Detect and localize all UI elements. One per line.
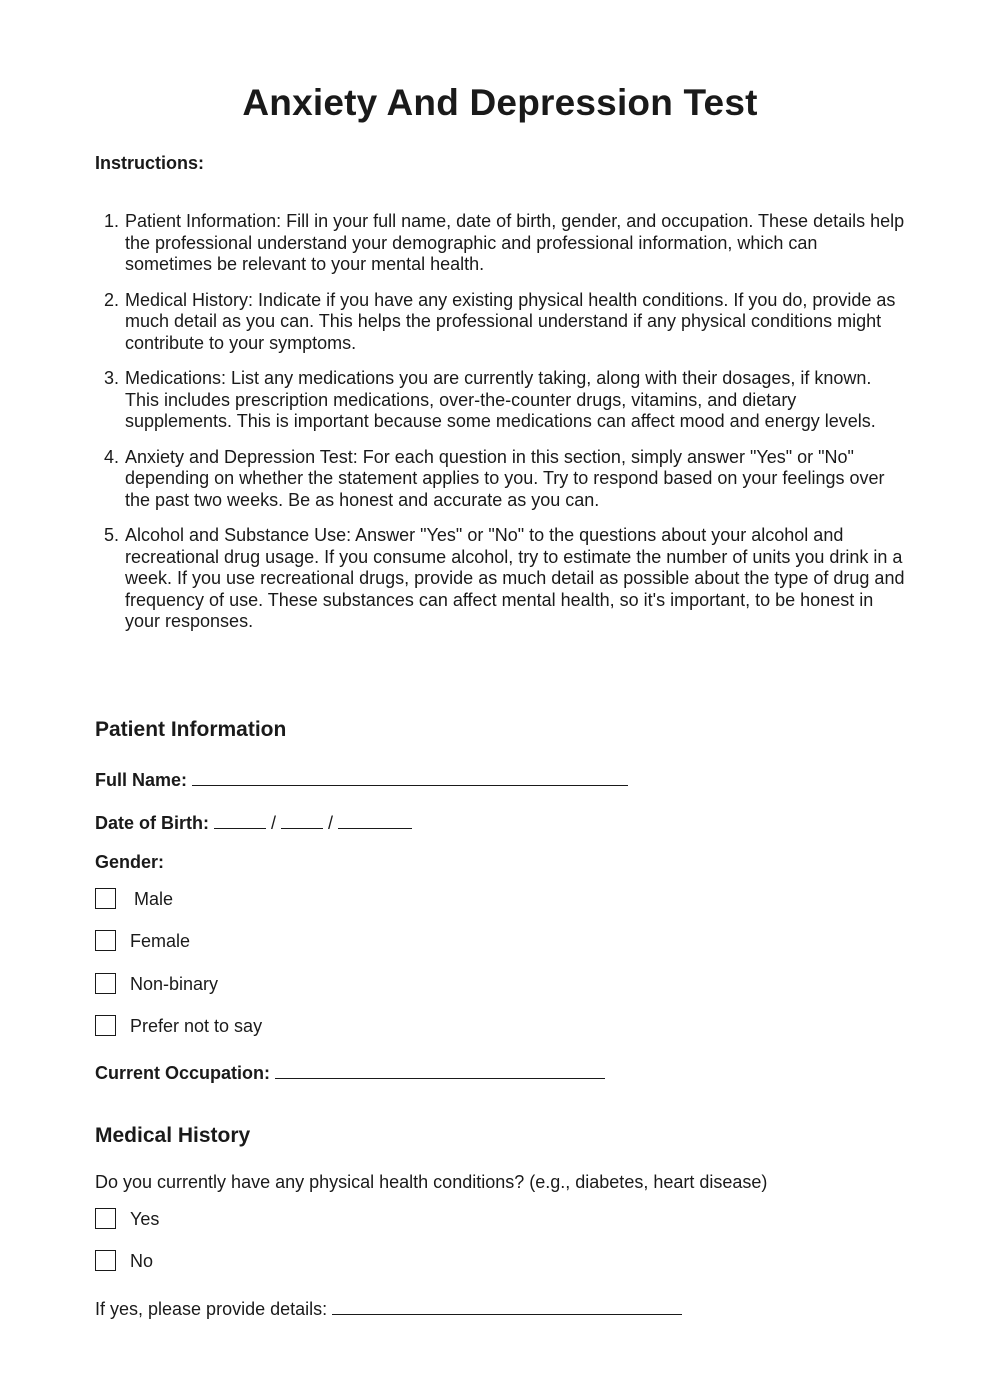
checkbox[interactable] <box>95 1015 116 1036</box>
medical-history-heading: Medical History <box>95 1124 251 1147</box>
dob-separator: / <box>328 813 334 833</box>
instruction-text: Patient Information: Fill in your full name, date of birth, gender, and occupation. These details help the professional understand your demographic and professional information, which can sometimes be relevant to your mental health. <box>125 211 905 274</box>
document-title: Anxiety And Depression Test <box>242 82 758 123</box>
date-of-birth-field <box>95 811 412 834</box>
condition-details-input-line[interactable] <box>332 1297 682 1315</box>
full-name-input-line[interactable] <box>192 768 628 786</box>
health-conditions-option-yes[interactable] <box>95 1209 159 1231</box>
gender-option-prefer-not-to-say[interactable] <box>95 1016 262 1038</box>
current-occupation-label: Current Occupation: <box>95 1063 271 1083</box>
instruction-item <box>95 447 905 512</box>
checkbox[interactable] <box>95 973 116 994</box>
instruction-number: 3. <box>104 368 120 388</box>
instruction-number: 1. <box>104 211 120 231</box>
full-name-field <box>95 768 628 791</box>
instruction-number: 5. <box>104 525 120 545</box>
health-conditions-question: Do you currently have any physical health conditions? (e.g., diabetes, heart disease) <box>95 1172 768 1192</box>
instruction-number: 2. <box>104 289 120 310</box>
dob-separator: / <box>271 813 277 833</box>
patient-information-heading: Patient Information <box>95 718 287 741</box>
option-label: No <box>130 1251 154 1271</box>
health-conditions-option-no[interactable] <box>95 1251 153 1273</box>
gender-option-non-binary[interactable] <box>95 974 218 996</box>
option-label: Female <box>130 931 191 951</box>
checkbox[interactable] <box>95 930 116 951</box>
full-name-label: Full Name: <box>95 770 188 790</box>
gender-option-male[interactable] <box>95 889 173 911</box>
instruction-item <box>95 368 905 433</box>
option-label: Male <box>134 889 174 909</box>
instruction-text: Medications: List any medications you are currently taking, along with their dosages, if known. This includes prescription medications, over-the-counter drugs, vitamins, and dietary supplements. This is important because some medications can affect mood and energy levels. <box>125 368 876 431</box>
gender-label: Gender: <box>95 852 165 872</box>
option-label: Yes <box>130 1209 160 1229</box>
checkbox[interactable] <box>95 888 116 909</box>
option-label: Non-binary <box>130 974 219 994</box>
instruction-item <box>95 290 905 355</box>
checkbox[interactable] <box>95 1208 116 1229</box>
instruction-item <box>95 525 905 633</box>
option-label: Prefer not to say <box>130 1016 263 1036</box>
dob-year-input-line[interactable] <box>338 811 412 829</box>
instructions-label: Instructions: <box>95 153 205 173</box>
gender-option-female[interactable] <box>95 931 190 953</box>
instruction-text: Anxiety and Depression Test: For each question in this section, simply answer "Yes" or "No" depending on whether the statement applies to you. Try to respond based on your feelings over the past two weeks. Be as honest and accurate as you can. <box>125 446 885 510</box>
instruction-text: Medical History: Indicate if you have any existing physical health conditions. If you do, provide as much detail as you can. This helps the professional understand if any physical conditions might contribute to your symptoms. <box>125 289 896 353</box>
instruction-number: 4. <box>104 446 120 467</box>
date-of-birth-label: Date of Birth: <box>95 813 209 833</box>
current-occupation-input-line[interactable] <box>275 1061 605 1079</box>
instruction-text: Alcohol and Substance Use: Answer "Yes" or "No" to the questions about your alcohol and recreational drug usage. If you consume alcohol, try to estimate the number of units you drink in a week. If you use recreational drugs, provide as much detail as possible about the type of drug and frequency of use. These substances can affect mental health, so it's important, to be honest in your responses. <box>125 525 905 631</box>
dob-month-input-line[interactable] <box>281 811 323 829</box>
condition-details-label: If yes, please provide details: <box>95 1299 328 1319</box>
checkbox[interactable] <box>95 1250 116 1271</box>
instructions-list <box>95 211 905 647</box>
current-occupation-field <box>95 1061 605 1084</box>
condition-details-field <box>95 1297 682 1320</box>
dob-day-input-line[interactable] <box>214 811 266 829</box>
instruction-item <box>95 211 905 276</box>
